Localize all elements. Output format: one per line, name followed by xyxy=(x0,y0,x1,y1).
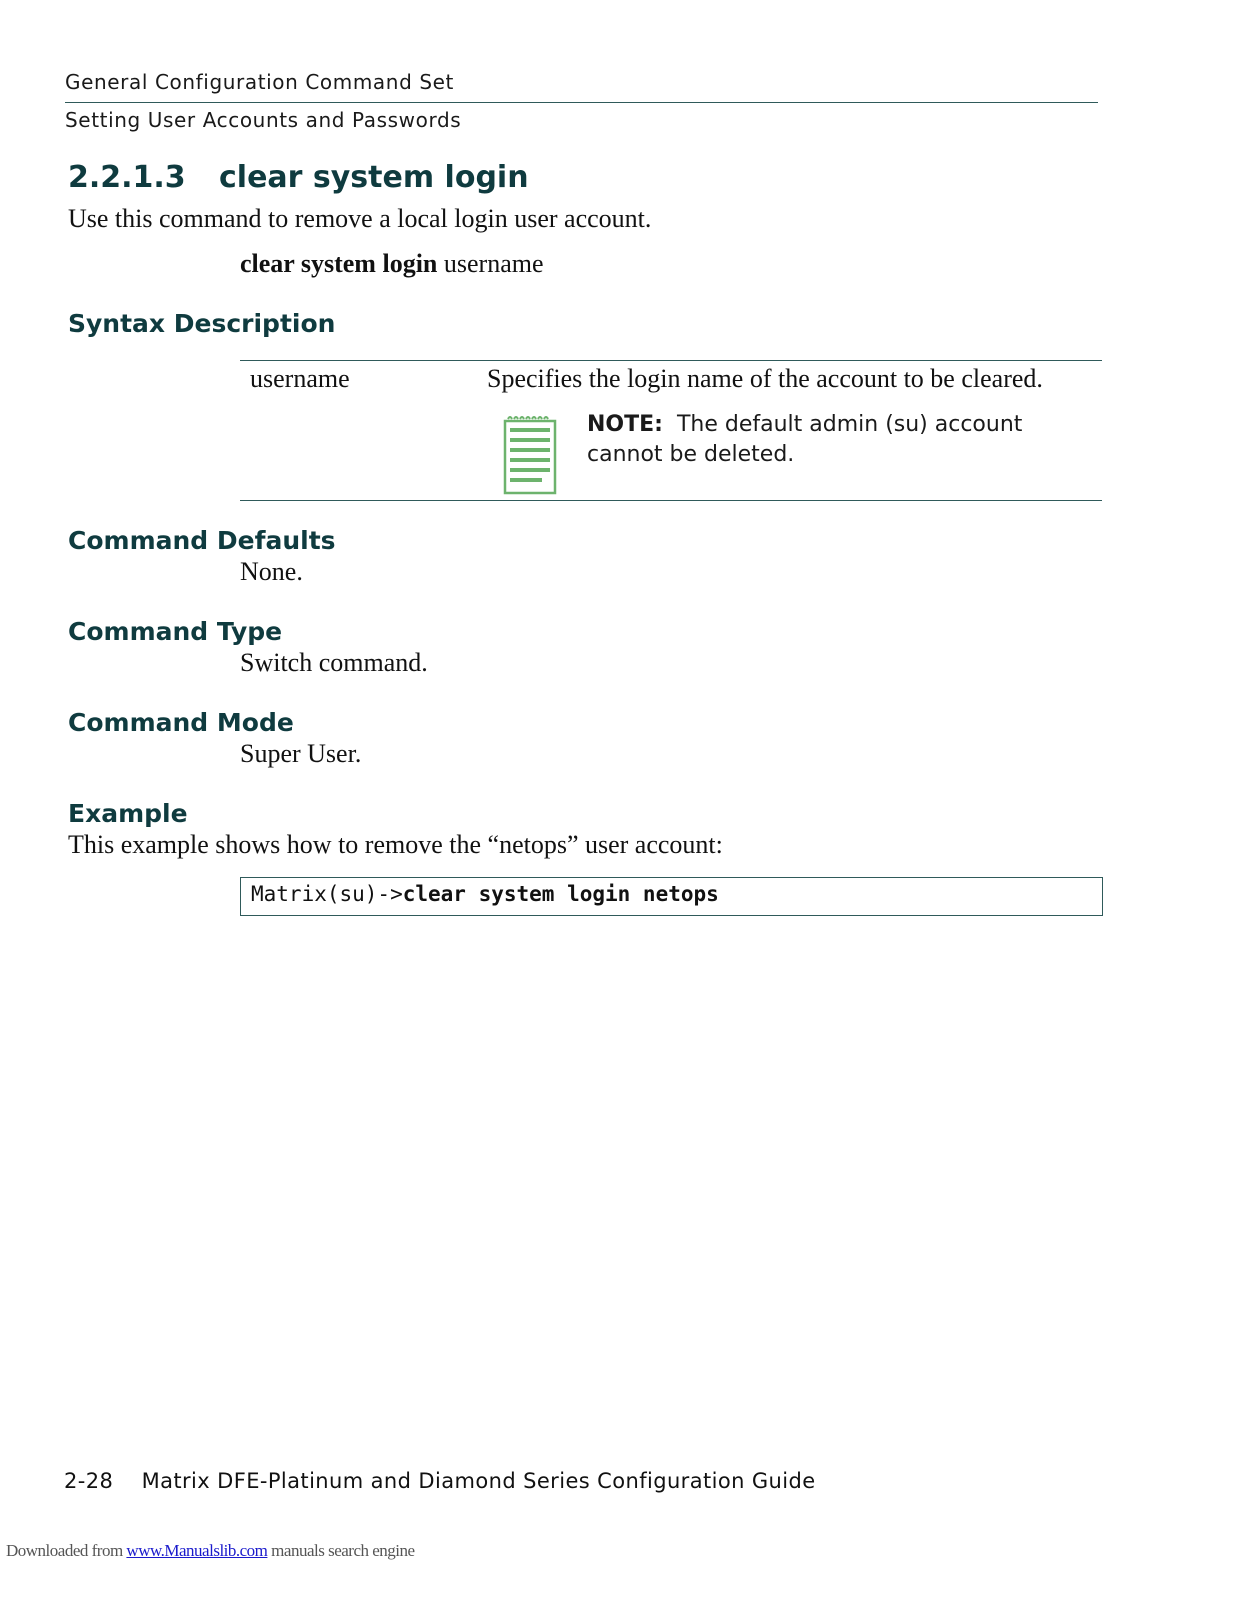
command-defaults-heading: Command Defaults xyxy=(68,526,336,555)
notepad-icon xyxy=(502,415,558,495)
syntax-param: username xyxy=(443,249,544,278)
syntax-description-cell: Specifies the login name of the account to be cleared. xyxy=(487,364,1043,393)
syntax-description-heading: Syntax Description xyxy=(68,309,336,338)
manualslib-link[interactable]: www.Manualslib.com xyxy=(126,1541,268,1560)
command-type-text: Switch command. xyxy=(240,648,428,677)
note-block xyxy=(587,410,1097,470)
download-prefix: Downloaded from xyxy=(6,1541,127,1560)
example-heading: Example xyxy=(68,799,188,828)
code-prompt: Matrix(su)-> xyxy=(251,882,403,906)
running-header-section: Setting User Accounts and Passwords xyxy=(65,108,462,132)
syntax-table-bottom-rule xyxy=(240,500,1102,501)
guide-title: Matrix DFE-Platinum and Diamond Series Configuration Guide xyxy=(141,1469,816,1493)
syntax-table-top-rule xyxy=(240,360,1102,361)
command-defaults-text: None. xyxy=(240,557,303,586)
download-suffix: manuals search engine xyxy=(267,1541,415,1560)
command-type-heading: Command Type xyxy=(68,617,283,646)
command-mode-text: Super User. xyxy=(240,739,362,768)
example-code-box xyxy=(240,877,1103,916)
syntax-command: clear system login xyxy=(240,249,438,278)
command-mode-heading: Command Mode xyxy=(68,708,294,737)
code-command: clear system login netops xyxy=(402,882,719,906)
section-intro: Use this command to remove a local login user account. xyxy=(68,204,652,233)
page-number: 2-28 xyxy=(64,1469,114,1493)
syntax-param-cell: username xyxy=(250,364,350,393)
running-header-chapter: General Configuration Command Set xyxy=(65,70,454,94)
example-text: This example shows how to remove the “netops” user account: xyxy=(68,830,723,859)
header-rule xyxy=(65,102,1098,103)
section-title: clear system login xyxy=(219,160,529,195)
note-text: The default admin (su) account cannot be deleted. xyxy=(587,412,1023,467)
note-label: NOTE: xyxy=(587,412,663,437)
syntax-line xyxy=(240,249,544,279)
section-number: 2.2.1.3 xyxy=(68,160,186,195)
download-banner xyxy=(6,1541,415,1561)
page-footer xyxy=(64,1469,816,1493)
